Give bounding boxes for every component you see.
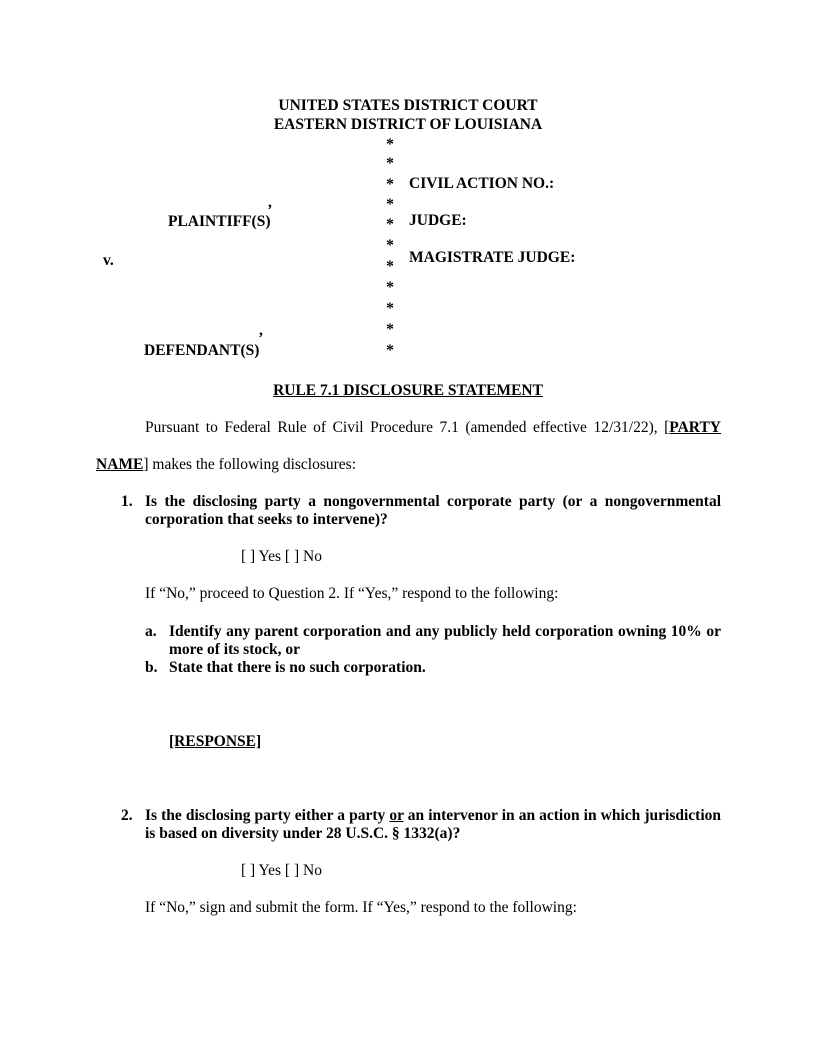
question-2-instruction: If “No,” sign and submit the form. If “Yes,” respond to the following: [145,899,577,916]
question-1-instruction: If “No,” proceed to Question 2. If “Yes,” respond to the following: [145,585,559,602]
caption-asterisk: * [386,216,394,233]
caption-asterisk: * [386,155,394,172]
question-2-number: 2. [121,807,133,824]
question-2-or: or [389,807,404,824]
caption-asterisk: * [386,258,394,275]
intro-line-1 [145,419,721,437]
court-district: EASTERN DISTRICT OF LOUISIANA [273,116,543,133]
caption-asterisk: * [386,321,394,338]
question-2-text [145,807,721,843]
defendant-label: DEFENDANT(S) [144,342,260,359]
question-1-options: [ ] Yes [ ] No [241,548,322,565]
caption-asterisk: * [386,342,394,359]
party-name-placeholder-cont: NAME [96,456,144,473]
question-1-number: 1. [121,493,133,510]
response-placeholder: [RESPONSE] [169,733,262,750]
caption-asterisk: * [386,300,394,317]
question-1-sub-b-text: State that there is no such corporation. [169,659,426,676]
document-title: RULE 7.1 DISCLOSURE STATEMENT [273,382,543,399]
question-1-text: Is the disclosing party a nongovernmental corporate party (or a nongovernmental corporation that seeks to intervene)? [145,493,721,528]
intro-text: Pursuant to Federal Rule of Civil Procedure 7.1 (amended effective 12/31/22), [ [145,419,670,436]
plaintiff-label: PLAINTIFF(S) [168,213,271,230]
question-1-sub-a-label: a. [145,623,157,640]
judge-label: JUDGE: [409,212,467,229]
caption-asterisk: * [386,176,394,193]
versus-label: v. [103,252,114,269]
party-name-placeholder: PARTY [669,419,721,436]
plaintiff-comma: , [268,194,272,211]
defendant-comma: , [259,322,263,339]
magistrate-judge-label: MAGISTRATE JUDGE: [409,249,576,266]
caption-asterisk: * [386,279,394,296]
intro-line-2 [96,456,356,474]
civil-action-label: CIVIL ACTION NO.: [409,175,555,192]
intro-text-after: ] makes the following disclosures: [143,456,357,473]
question-1-sub-b-label: b. [145,659,158,676]
question-2-options: [ ] Yes [ ] No [241,862,322,879]
question-1-sub-a-text: Identify any parent corporation and any publicly held corporation owning 10% or more of its stock, or [169,623,721,658]
question-2-text-after: an intervenor in an action in which jurisdiction is based on diversity under 28 U.S.C. § 1332(a)? [145,807,721,842]
court-name: UNITED STATES DISTRICT COURT [278,97,538,114]
caption-asterisk: * [386,136,394,153]
caption-asterisk: * [386,196,394,213]
caption-asterisk: * [386,237,394,254]
question-2-text-before: Is the disclosing party either a party [145,807,390,824]
